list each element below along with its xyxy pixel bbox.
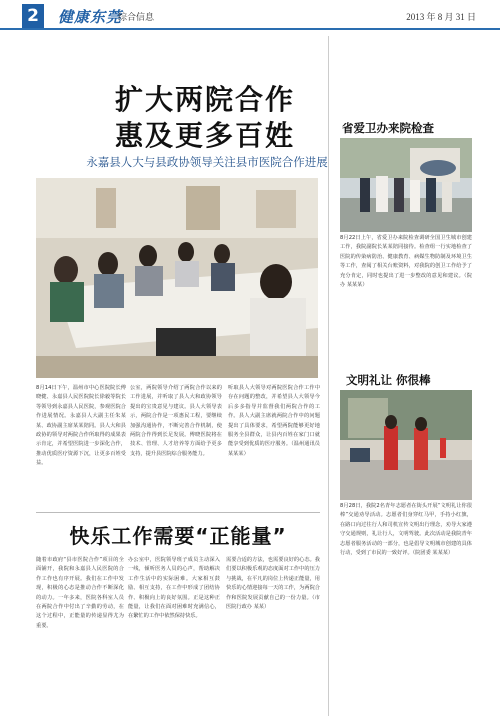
column-divider — [328, 36, 329, 716]
volunteer-photo — [340, 390, 472, 500]
second-article-column-2: 办公室中，医院领导班子成员主动深入一线，倾听医务人员的心声，帮助解决工作生活中的实际困难。大家相互鼓励、相互支持，在工作中形成了团结协作、积极向上的良好氛围。正是这种正能量，让我们在面对困难时充满信心，在繁忙的工作中依然保持快乐。 — [128, 557, 220, 620]
second-article-column-3: 需要合适的方法，也需要良好的心态。我们要以积极乐观的态度面对工作中的压力与挑战，在平凡的岗位上传递正能量，用快乐的心情迎接每一天的工作，为两院合作和医院发展贡献自己的一份力量。（市医院行政办 某某） — [226, 557, 320, 611]
inspection-photo — [340, 138, 472, 232]
main-article-column-3: 听取县人大领导对两院医院合作工作中存在问题的整改，并希望县人大领导今后多多指导并监督我们两院合作的工作。县人大副主席就两院合作中的问题提出了具体要求，希望两院能够更好地服务全县群众，让县内百姓在家门口就能享受到优质的医疗服务。（温州通讯员 某某某） — [228, 385, 320, 457]
article-divider — [36, 512, 320, 513]
page-number: 2 — [22, 4, 44, 28]
masthead-logo: 健康东莞 — [58, 8, 123, 26]
headline-line-2: 惠及更多百姓 — [114, 119, 295, 152]
second-article-column-1: 随着市政府“县市医院合作”项目的全面铺开，我院和永嘉县人民医院的合作工作也有序开展。我们在工作中发现，积极的心态是推动合作不断深化的动力。一年多来，医院各科室人员在两院合作中付出了辛勤的劳动，在这个过程中，正能量的传递显得尤为重要。 — [36, 557, 124, 629]
sidebar-news-2-title: 文明礼让 你很棒 — [346, 373, 431, 387]
sidebar-news-2-body: 8月28日，我院2名青年志愿者在街头开展“文明礼让你很棒”交通劝导活动。志愿者们身穿红马甲，手持小红旗，在路口向过往行人和司机宣传文明出行理念，劝导大家遵守交通规则，礼让行人，文明驾驶。此次活动是我院青年志愿者服务活动的一部分，也是倡导文明城市创建的具体行动，受到了市民的一致好评。（院团委 某某某） — [340, 503, 472, 557]
headline-line-1: 扩大两院合作 — [114, 83, 295, 116]
sidebar-news-1-title: 省爱卫办来院检查 — [342, 121, 434, 135]
issue-date: 2013 年 8 月 31 日 — [406, 12, 476, 22]
second-article-title: 快乐工作需要“正能量” — [69, 524, 287, 548]
headline-subtitle: 永嘉县人大与县政协领导关注县市医院合作进展 — [86, 155, 328, 169]
main-article-column-2: 公室，两院领导介绍了两院合作以来的工作进展，并听取了县人大和政协领导提出的宝贵意见与建议。县人大领导表示，两院合作是一项惠民工程，要继续加强沟通协作，不断完善合作机制，使两院合作得到长足发展。傅晓医院将在技术、管理、人才培养等方面给予更多支持，提升县医院综合服务能力。 — [130, 385, 222, 457]
page-header — [0, 0, 500, 30]
section-label: 综合信息 — [118, 12, 155, 22]
sidebar-news-1-body: 8月22日上午，省爱卫办来院检查调研全国卫生城市创建工作，我院副院长某某陪同接待。检查组一行实地检查了医院的传染病防治、健康教育、病媒生物防制及环境卫生等工作，查阅了相关台账资料，对我院的创卫工作给予了充分肯定，同时也提出了进一步整改的意见和建议。（院办 某某某） — [340, 235, 472, 289]
main-article-column-1: 8月14日下午，温州市中心医院院长傅晓健、永嘉县人民医院院长徐毅等院长等领导到永嘉县人民医院，参观医院合作进展情况。永嘉县人大副主任朱某某、政协副主席某某陪同。县人大和县政协的领导对两院合作所取得的成果表示肯定，并希望医院进一步深化合作，推动优质医疗资源下沉，让更多百姓受益。 — [36, 385, 126, 467]
meeting-photo — [36, 178, 318, 378]
